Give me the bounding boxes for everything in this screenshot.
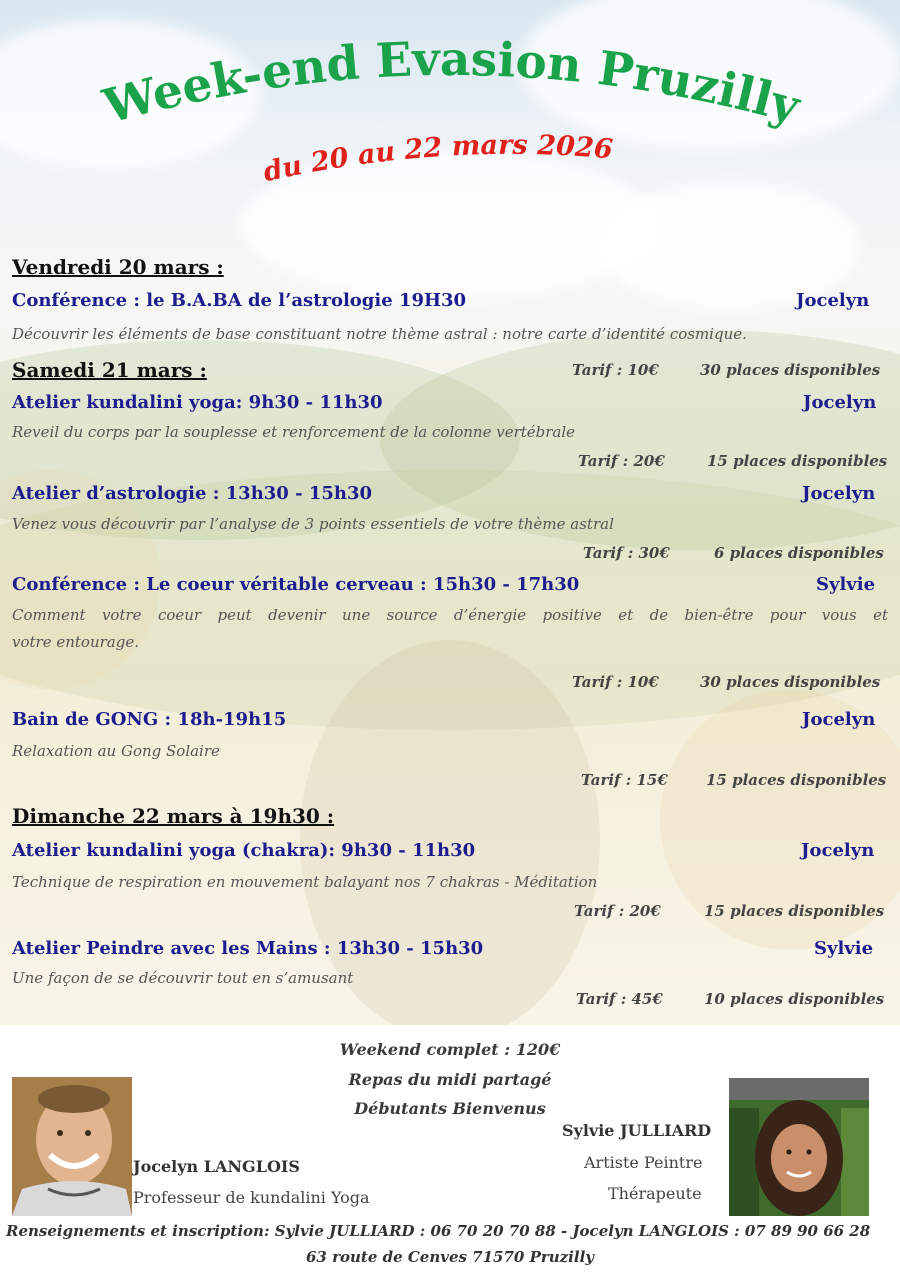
- event-description: Relaxation au Gong Solaire: [12, 742, 220, 760]
- weekend-price: Weekend complet : 120€: [339, 1040, 561, 1059]
- jocelyn-name: Jocelyn LANGLOIS: [133, 1157, 300, 1176]
- day-heading-friday: Vendredi 20 mars :: [12, 255, 224, 279]
- sylvie-role-artist: Artiste Peintre: [584, 1153, 703, 1172]
- event-title: Atelier d’astrologie : 13h30 - 15h30: [12, 483, 373, 504]
- event-host: Jocelyn: [796, 290, 870, 311]
- event-description: Venez vous découvrir par l’analyse de 3 points essentiels de votre thème astral: [12, 515, 614, 533]
- title-graphic: [0, 0, 900, 215]
- event-title: Conférence : Le coeur véritable cerveau : 15h30 - 17h30: [12, 574, 580, 595]
- event-host: Sylvie: [814, 938, 874, 959]
- event-places: 30 places disponibles: [700, 361, 881, 379]
- event-host: Jocelyn: [803, 392, 877, 413]
- event-host: Jocelyn: [802, 483, 876, 504]
- event-places: 15 places disponibles: [706, 771, 887, 789]
- jocelyn-role: Professeur de kundalini Yoga: [133, 1188, 370, 1207]
- event-tarif: Tarif : 45€: [576, 990, 663, 1008]
- sylvie-role-therapist: Thérapeute: [608, 1184, 702, 1203]
- event-host: Sylvie: [816, 574, 876, 595]
- event-title: Atelier kundalini yoga (chakra): 9h30 - 11h30: [12, 840, 476, 861]
- event-host: Jocelyn: [801, 840, 875, 861]
- event-places: 6 places disponibles: [714, 544, 884, 562]
- event-description: Découvrir les éléments de base constituant notre thème astral : notre carte d’identité cosmique.: [12, 325, 747, 343]
- event-places: 15 places disponibles: [704, 902, 885, 920]
- event-description: Une façon de se découvrir tout en s’amusant: [12, 969, 354, 987]
- event-title: Atelier kundalini yoga: 9h30 - 11h30: [12, 392, 383, 413]
- jocelyn-photo: [12, 1077, 132, 1216]
- event-tarif: Tarif : 30€: [583, 544, 670, 562]
- event-description: Reveil du corps par la souplesse et renforcement de la colonne vertébrale: [12, 423, 576, 441]
- event-title: Bain de GONG : 18h-19h15: [12, 709, 287, 730]
- event-tarif: Tarif : 10€: [572, 361, 659, 379]
- event-description: Technique de respiration en mouvement balayant nos 7 chakras - Méditation: [12, 873, 598, 891]
- shared-meal: Repas du midi partagé: [348, 1070, 552, 1089]
- event-title: Atelier Peindre avec les Mains : 13h30 - 15h30: [12, 938, 484, 959]
- event-tarif: Tarif : 20€: [578, 452, 665, 470]
- title-text: Week-end Evasion Pruzilly: [98, 31, 806, 136]
- day-heading-saturday: Samedi 21 mars :: [12, 358, 207, 382]
- footer-contact: Renseignements et inscription: Sylvie JULLIARD : 06 70 20 70 88 - Jocelyn LANGLOIS : 07 89 90 66 28: [6, 1222, 871, 1240]
- event-places: 15 places disponibles: [707, 452, 888, 470]
- event-description-continued: votre entourage.: [12, 633, 139, 651]
- event-tarif: Tarif : 20€: [574, 902, 661, 920]
- event-title: Conférence : le B.A.BA de l’astrologie 19H30: [12, 290, 467, 311]
- event-places: 30 places disponibles: [700, 673, 881, 691]
- event-description: Comment votre coeur peut devenir une source d’énergie positive et de bien-être pour vous et: [12, 606, 888, 624]
- beginners-welcome: Débutants Bienvenus: [354, 1099, 546, 1118]
- event-tarif: Tarif : 15€: [581, 771, 668, 789]
- event-places: 10 places disponibles: [704, 990, 885, 1008]
- event-tarif: Tarif : 10€: [572, 673, 659, 691]
- event-host: Jocelyn: [802, 709, 876, 730]
- day-heading-sunday: Dimanche 22 mars à 19h30 :: [12, 804, 335, 828]
- dates-text: du 20 au 22 mars 2026: [260, 129, 615, 189]
- footer-address: 63 route de Cenves 71570 Pruzilly: [306, 1248, 594, 1266]
- sylvie-photo: [729, 1078, 869, 1216]
- sylvie-name: Sylvie JULLIARD: [562, 1121, 712, 1140]
